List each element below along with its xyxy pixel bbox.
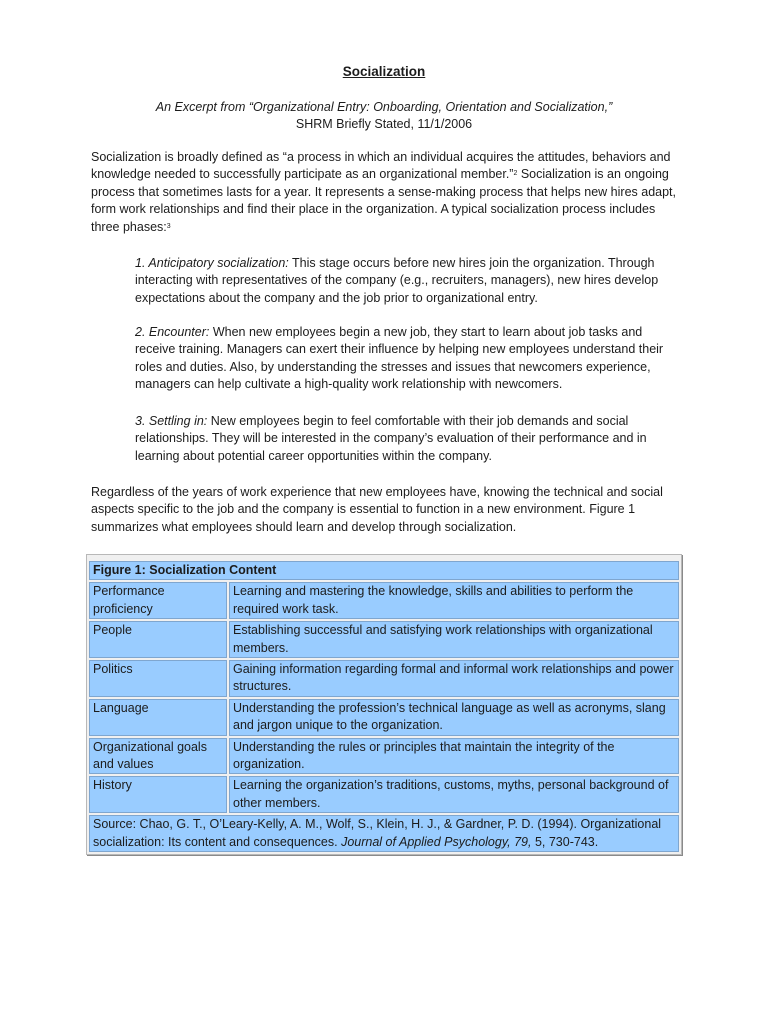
phase-encounter (135, 324, 675, 394)
table-header-row (89, 561, 679, 580)
intro-text-b: Socialization is an ongoing process that sometimes lasts for a year. It represents a sense-making process that helps new hires adapt, form work relationships and find their place in the organization. A typical socialization process includes three phases: (91, 167, 677, 234)
closing-paragraph: Regardless of the years of work experience that new employees have, knowing the technical and social aspects specific to the job and the company is essential to function in a new environment. Figure 1 summarizes what employees should learn and develop through socialization. (91, 485, 663, 534)
term-cell: History (89, 776, 227, 813)
desc-cell: Gaining information regarding formal and informal work relationships and power structures. (229, 660, 679, 697)
phase-label: 3. Settling in: (135, 414, 208, 428)
phase-settling-in (135, 413, 675, 465)
desc-cell: Establishing successful and satisfying work relationships with organizational members. (229, 621, 679, 658)
intro-paragraph (91, 149, 681, 236)
source-citation (89, 815, 679, 852)
desc-cell: Understanding the profession’s technical language as well as acronyms, slang and jargon unique to the organization. (229, 699, 679, 736)
source-text-end: 5, 730-743. (531, 834, 599, 849)
term-cell: Performance proficiency (89, 582, 227, 619)
table-row (89, 621, 679, 658)
intro-text-a: Socialization is broadly defined as “a process in which an individual acquires the attitudes, behaviors and knowledge needed to successfully participate as an organizational member.” (91, 150, 671, 182)
figure-header: Figure 1: Socialization Content (89, 561, 679, 580)
table-row (89, 582, 679, 619)
source-journal: Journal of Applied Psychology, 79, (341, 834, 532, 849)
term-cell: People (89, 621, 227, 658)
desc-cell: Learning and mastering the knowledge, skills and abilities to perform the required work task. (229, 582, 679, 619)
desc-cell: Understanding the rules or principles that maintain the integrity of the organization. (229, 738, 679, 775)
source-text: Source: Chao, G. T., O’Leary-Kelly, A. M., Wolf, S., Klein, H. J., & Gardner, P. D. (1994). Organizational socialization: Its content and consequences. (93, 817, 662, 849)
footnote-ref: 2 (513, 170, 518, 178)
desc-cell: Learning the organization’s traditions, customs, myths, personal background of other members. (229, 776, 679, 813)
table-spacer-row (89, 557, 679, 559)
subtitle (0, 99, 768, 133)
subtitle-line-2: SHRM Briefly Stated, 11/1/2006 (295, 117, 473, 131)
table-row (89, 699, 679, 736)
footnote-ref: 3 (166, 222, 171, 230)
term-cell: Organizational goals and values (89, 738, 227, 775)
table-source-row (89, 815, 679, 852)
phase-text: New employees begin to feel comfortable with their job demands and social relationships. They will be interested in the company’s evaluation of their performance and in learning about potential career opportunities within the company. (135, 414, 647, 463)
page-title: Socialization (342, 64, 426, 79)
table-row (89, 776, 679, 813)
term-cell: Politics (89, 660, 227, 697)
term-cell: Language (89, 699, 227, 736)
subtitle-line-1: An Excerpt from “Organizational Entry: Onboarding, Orientation and Socialization,” (155, 100, 613, 114)
phase-text: This stage occurs before new hires join the organization. Through interacting with representatives of the company (e.g., recruiters, managers), new hires develop expectations about the company and the job prior to organizational entry. (135, 256, 659, 305)
phase-text: When new employees begin a new job, they start to learn about job tasks and receive training. Managers can exert their influence by helping new employees understand their roles and duties. Also, by understanding the stresses and issues that newcomers experience, managers can help cultivate a high-quality work relationship with newcomers. (135, 325, 664, 392)
socialization-content-table (86, 554, 682, 855)
table-row (89, 738, 679, 775)
phase-label: 2. Encounter: (135, 325, 210, 339)
phase-anticipatory (135, 255, 675, 307)
table-row (89, 660, 679, 697)
phase-label: 1. Anticipatory socialization: (135, 256, 289, 270)
